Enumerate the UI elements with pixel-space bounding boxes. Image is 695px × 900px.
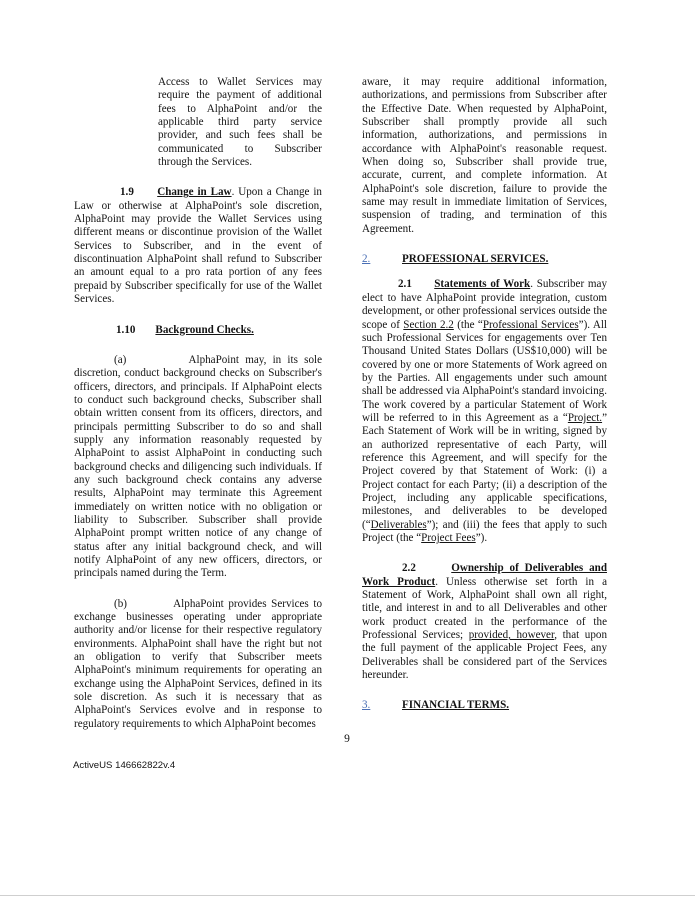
section-1-10-heading: [116, 324, 322, 337]
section-3-title: FINANCIAL TERMS.: [402, 699, 510, 712]
page-number: 9: [344, 733, 350, 745]
section-2-2-reference: Section 2.2: [403, 318, 454, 331]
section-2-1-title: Statements of Work: [434, 278, 531, 291]
section-2-2-number: 2.2: [402, 562, 416, 575]
subsection-a-label: (a): [114, 353, 127, 366]
left-column: [74, 76, 322, 731]
section-2-number-link[interactable]: 2.: [362, 253, 371, 266]
term-professional-services: Professional Services: [482, 318, 579, 331]
scan-edge-line: [0, 895, 695, 896]
section-2-1-text-3: ”). All such Professional Services for engagements over Ten Thousand United States Dollars (US$10,000) will be covered by one or more Statements of Work agreed on by the Parties. All engagements under such amount shall be addressed via AlphaPoint's standard invoicing. The work covered by a particular Statement of Work will be referred to in this Agreement as a “: [362, 318, 607, 424]
subsection-a-text: AlphaPoint may, in its sole discretion, conduct background checks on Subscriber's officers, directors, and principals. If AlphaPoint elects to conduct such background checks, Subscriber shall obtain written consent from its officers, directors, and principals permitting Subscriber to do so and shall supply any information reasonably requested by AlphaPoint to assist AlphaPoint in conducting such background checks and diligencing such individuals. If any such background check contains any adverse results, AlphaPoint may terminate this Agreement immediately on written notice with no obligation or liability to Subscriber. Subscriber shall provide AlphaPoint prompt written notice of any change of status after any initial background check, and will notify AlphaPoint of any new officers, directors, or principals named during the Term.: [74, 353, 322, 580]
section-2-1-text-5: ”); and (iii) the fees that apply to such Project (the “: [362, 518, 607, 544]
continuation-paragraph: aware, it may require additional information, authorizations, and permissions from Subscriber after the Effective Date. When requested by AlphaPoint, Subscriber shall promptly provide all such information, authorizations, and permissions in accordance with AlphaPoint's reasonable request. When doing so, Subscriber shall provide true, accurate, current, and complete information. At AlphaPoint's sole discretion, failure to provide the same may result in immediate limitation of Services, suspension of trading, and termination of this Agreement.: [362, 76, 607, 235]
section-2-2-paragraph: [362, 562, 607, 682]
section-3-number-link[interactable]: 3.: [362, 699, 371, 712]
section-1-9-paragraph: [74, 186, 322, 306]
section-1-10-title: Background Checks.: [155, 323, 254, 336]
section-1-9-text: . Upon a Change in Law or otherwise at AlphaPoint's sole discretion, AlphaPoint may provide the Wallet Services using different means or discontinue provision of the Wallet Services to Subscriber, and in the event of discontinuation AlphaPoint shall refund to Subscriber an amount equal to a pro rata portion of any fees prepaid by Subscriber specifically for use of the Wallet Services.: [74, 186, 322, 306]
section-2-heading: [362, 253, 607, 266]
right-column: [362, 76, 607, 713]
section-2-1-text-1: . Subscriber may elect to have AlphaPoint provide integration, custom development, or other professional services outside the scope of: [362, 278, 608, 331]
section-2-1-text-6: ”).: [475, 532, 488, 544]
section-2-2-text-2: , that upon the full payment of the applicable Project Fees, any Deliverables shall be considered part of the Services hereunder.: [362, 629, 607, 682]
section-1-9-title: Change in Law: [157, 186, 232, 199]
section-1-9-number: 1.9: [120, 186, 134, 199]
section-2-1-number: 2.1: [398, 278, 412, 291]
subsection-b-text: AlphaPoint provides Services to exchange businesses operating under appropriate authority and/or license for their respective regulatory environments. AlphaPoint shall have the right but not an obligation to verify that Subscriber meets AlphaPoint's minimum requirements for operating an exchange using the AlphaPoint Services, defined in its sole discretion. As such it is necessary that as AlphaPoint's Services evolve and in response to regulatory requirements to which AlphaPoint becomes: [74, 597, 322, 730]
subsection-b-label: (b): [114, 597, 127, 610]
subsection-b-paragraph: [74, 598, 322, 731]
section-2-1-text-4: ” Each Statement of Work will be in writing, signed by an authorized representative of each Party, will reference this Agreement, and will specify for the Project covered by that Statement of Work: (i) a Project contact for each Party; (ii) a description of the Project, including any applicable specifications, milestones, and deliverables to be developed (“: [362, 411, 607, 531]
term-project-fees: Project Fees: [421, 532, 476, 544]
section-2-title: PROFESSIONAL SERVICES.: [402, 253, 549, 266]
section-1-10-number: 1.10: [116, 323, 136, 336]
proviso-text: provided, however: [468, 629, 555, 642]
section-3-heading: [362, 699, 607, 712]
wallet-fees-paragraph: Access to Wallet Services may require the payment of additional fees to AlphaPoint and/or the applicable third party service provider, and such fees shall be communicated to Subscriber through the Services.: [158, 76, 322, 169]
term-project: Project.: [567, 411, 603, 424]
section-2-2-title: Ownership of Deliverables and Work Product: [362, 562, 607, 588]
section-2-1-text-2: (the “: [453, 318, 483, 331]
term-deliverables: Deliverables: [370, 518, 427, 531]
section-2-2-text-1: . Unless otherwise set forth in a Statement of Work, AlphaPoint shall own all right, title, and interest in and to all Deliverables and other work product created in the performance of the Professional Services;: [362, 575, 608, 642]
section-2-1-paragraph: [362, 278, 607, 545]
subsection-a-paragraph: [74, 354, 322, 581]
document-id: ActiveUS 146662822v.4: [73, 760, 176, 771]
